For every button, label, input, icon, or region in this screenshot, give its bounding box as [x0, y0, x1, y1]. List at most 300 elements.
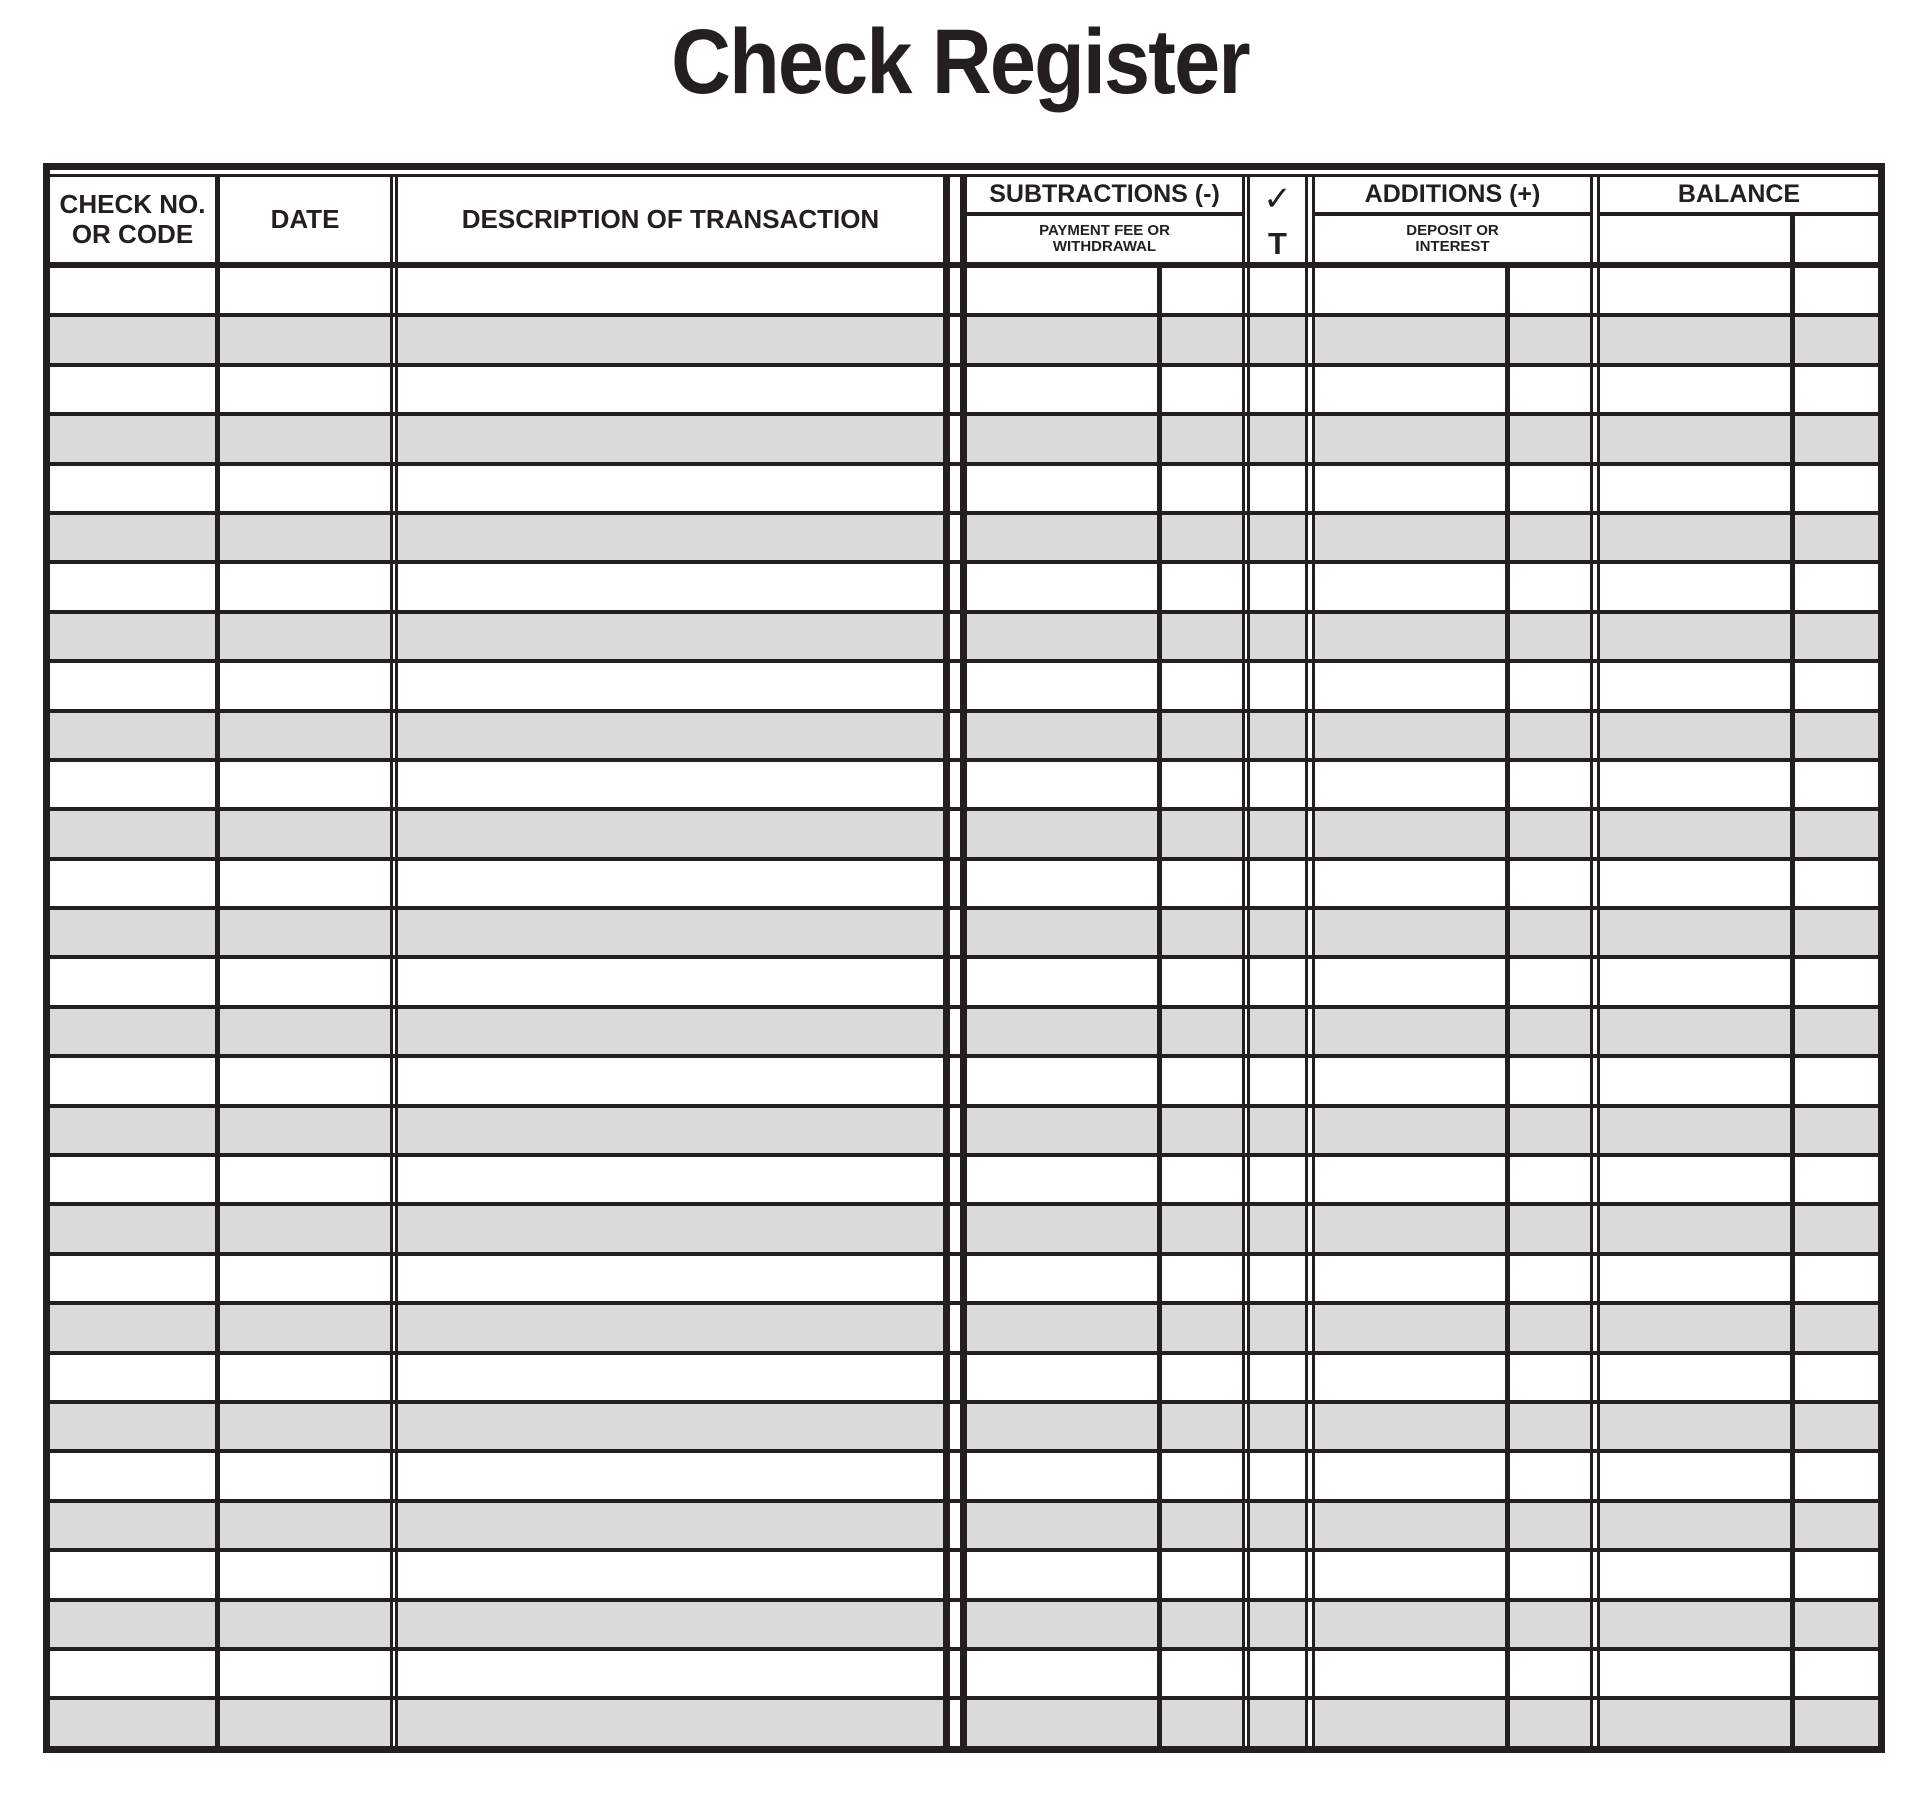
cell-check-no[interactable] [50, 1651, 215, 1696]
cell-description[interactable] [398, 614, 943, 659]
cell-addition-amount[interactable] [1315, 811, 1505, 856]
cell-check-no[interactable] [50, 910, 215, 955]
cell-addition-cents[interactable] [1510, 1503, 1590, 1548]
cell-balance-amount[interactable] [1600, 959, 1790, 1004]
cell-subtraction-cents[interactable] [1162, 466, 1242, 511]
cell-addition-cents[interactable] [1510, 1651, 1590, 1696]
cell-check-no[interactable] [50, 1157, 215, 1202]
cell-tick[interactable] [1250, 1602, 1305, 1647]
cell-balance-amount[interactable] [1600, 564, 1790, 609]
cell-tick[interactable] [1250, 416, 1305, 461]
cell-subtraction-cents[interactable] [1162, 959, 1242, 1004]
cell-addition-amount[interactable] [1315, 713, 1505, 758]
cell-tick[interactable] [1250, 1552, 1305, 1597]
cell-tick[interactable] [1250, 1305, 1305, 1350]
cell-subtraction-amount[interactable] [967, 762, 1157, 807]
cell-balance-amount[interactable] [1600, 1157, 1790, 1202]
cell-subtraction-cents[interactable] [1162, 1108, 1242, 1153]
cell-date[interactable] [220, 811, 390, 856]
cell-date[interactable] [220, 317, 390, 362]
cell-check-no[interactable] [50, 1602, 215, 1647]
cell-date[interactable] [220, 1305, 390, 1350]
cell-subtraction-cents[interactable] [1162, 416, 1242, 461]
cell-check-no[interactable] [50, 1404, 215, 1449]
cell-balance-cents[interactable] [1795, 317, 1878, 362]
cell-addition-amount[interactable] [1315, 564, 1505, 609]
cell-tick[interactable] [1250, 663, 1305, 708]
cell-date[interactable] [220, 861, 390, 906]
cell-date[interactable] [220, 1552, 390, 1597]
cell-check-no[interactable] [50, 614, 215, 659]
cell-balance-amount[interactable] [1600, 811, 1790, 856]
cell-tick[interactable] [1250, 1453, 1305, 1498]
cell-addition-amount[interactable] [1315, 1404, 1505, 1449]
cell-balance-amount[interactable] [1600, 515, 1790, 560]
cell-check-no[interactable] [50, 811, 215, 856]
cell-subtraction-amount[interactable] [967, 663, 1157, 708]
cell-subtraction-cents[interactable] [1162, 713, 1242, 758]
cell-description[interactable] [398, 1256, 943, 1301]
cell-description[interactable] [398, 663, 943, 708]
cell-check-no[interactable] [50, 317, 215, 362]
cell-balance-cents[interactable] [1795, 1256, 1878, 1301]
cell-addition-amount[interactable] [1315, 910, 1505, 955]
cell-balance-cents[interactable] [1795, 614, 1878, 659]
cell-addition-amount[interactable] [1315, 1700, 1505, 1745]
cell-check-no[interactable] [50, 1700, 215, 1745]
cell-check-no[interactable] [50, 663, 215, 708]
cell-description[interactable] [398, 317, 943, 362]
cell-subtraction-amount[interactable] [967, 959, 1157, 1004]
cell-check-no[interactable] [50, 762, 215, 807]
cell-tick[interactable] [1250, 762, 1305, 807]
cell-balance-cents[interactable] [1795, 367, 1878, 412]
cell-tick[interactable] [1250, 317, 1305, 362]
cell-description[interactable] [398, 762, 943, 807]
cell-check-no[interactable] [50, 1206, 215, 1251]
cell-addition-amount[interactable] [1315, 1503, 1505, 1548]
cell-subtraction-cents[interactable] [1162, 367, 1242, 412]
cell-addition-amount[interactable] [1315, 1157, 1505, 1202]
cell-addition-cents[interactable] [1510, 1108, 1590, 1153]
cell-date[interactable] [220, 1453, 390, 1498]
cell-date[interactable] [220, 564, 390, 609]
cell-subtraction-amount[interactable] [967, 713, 1157, 758]
cell-addition-amount[interactable] [1315, 1256, 1505, 1301]
cell-tick[interactable] [1250, 1355, 1305, 1400]
cell-description[interactable] [398, 1602, 943, 1647]
cell-date[interactable] [220, 466, 390, 511]
cell-check-no[interactable] [50, 466, 215, 511]
cell-tick[interactable] [1250, 1256, 1305, 1301]
cell-tick[interactable] [1250, 1108, 1305, 1153]
cell-addition-amount[interactable] [1315, 1058, 1505, 1103]
cell-balance-amount[interactable] [1600, 416, 1790, 461]
cell-tick[interactable] [1250, 614, 1305, 659]
cell-addition-cents[interactable] [1510, 861, 1590, 906]
cell-date[interactable] [220, 1157, 390, 1202]
cell-addition-amount[interactable] [1315, 416, 1505, 461]
cell-addition-amount[interactable] [1315, 614, 1505, 659]
cell-description[interactable] [398, 1651, 943, 1696]
cell-description[interactable] [398, 1157, 943, 1202]
cell-tick[interactable] [1250, 1009, 1305, 1054]
cell-date[interactable] [220, 1355, 390, 1400]
cell-addition-amount[interactable] [1315, 1453, 1505, 1498]
cell-addition-cents[interactable] [1510, 515, 1590, 560]
cell-subtraction-cents[interactable] [1162, 1700, 1242, 1745]
cell-tick[interactable] [1250, 564, 1305, 609]
cell-balance-cents[interactable] [1795, 1453, 1878, 1498]
cell-balance-cents[interactable] [1795, 1355, 1878, 1400]
cell-addition-cents[interactable] [1510, 1058, 1590, 1103]
cell-subtraction-amount[interactable] [967, 1453, 1157, 1498]
cell-balance-cents[interactable] [1795, 1503, 1878, 1548]
cell-balance-amount[interactable] [1600, 268, 1790, 313]
cell-addition-cents[interactable] [1510, 1552, 1590, 1597]
cell-balance-amount[interactable] [1600, 1700, 1790, 1745]
cell-date[interactable] [220, 1602, 390, 1647]
cell-subtraction-amount[interactable] [967, 910, 1157, 955]
cell-subtraction-cents[interactable] [1162, 1503, 1242, 1548]
cell-balance-amount[interactable] [1600, 762, 1790, 807]
cell-addition-amount[interactable] [1315, 762, 1505, 807]
cell-subtraction-cents[interactable] [1162, 1058, 1242, 1103]
cell-balance-amount[interactable] [1600, 1404, 1790, 1449]
cell-balance-amount[interactable] [1600, 663, 1790, 708]
cell-description[interactable] [398, 861, 943, 906]
cell-addition-cents[interactable] [1510, 1206, 1590, 1251]
cell-subtraction-cents[interactable] [1162, 614, 1242, 659]
cell-subtraction-amount[interactable] [967, 1157, 1157, 1202]
cell-subtraction-amount[interactable] [967, 1651, 1157, 1696]
cell-addition-amount[interactable] [1315, 367, 1505, 412]
cell-tick[interactable] [1250, 1700, 1305, 1745]
cell-addition-cents[interactable] [1510, 713, 1590, 758]
cell-balance-amount[interactable] [1600, 1552, 1790, 1597]
cell-tick[interactable] [1250, 1058, 1305, 1103]
cell-subtraction-cents[interactable] [1162, 268, 1242, 313]
cell-subtraction-amount[interactable] [967, 861, 1157, 906]
cell-date[interactable] [220, 614, 390, 659]
cell-date[interactable] [220, 1108, 390, 1153]
cell-addition-amount[interactable] [1315, 268, 1505, 313]
cell-subtraction-amount[interactable] [967, 268, 1157, 313]
cell-check-no[interactable] [50, 1355, 215, 1400]
cell-subtraction-amount[interactable] [967, 466, 1157, 511]
cell-balance-cents[interactable] [1795, 1009, 1878, 1054]
cell-balance-cents[interactable] [1795, 1700, 1878, 1745]
cell-subtraction-cents[interactable] [1162, 1009, 1242, 1054]
cell-date[interactable] [220, 663, 390, 708]
cell-subtraction-cents[interactable] [1162, 1602, 1242, 1647]
cell-date[interactable] [220, 910, 390, 955]
cell-subtraction-cents[interactable] [1162, 663, 1242, 708]
cell-balance-amount[interactable] [1600, 1305, 1790, 1350]
cell-tick[interactable] [1250, 713, 1305, 758]
cell-subtraction-cents[interactable] [1162, 1256, 1242, 1301]
cell-tick[interactable] [1250, 1404, 1305, 1449]
cell-description[interactable] [398, 1700, 943, 1745]
cell-description[interactable] [398, 1058, 943, 1103]
cell-balance-cents[interactable] [1795, 1206, 1878, 1251]
cell-subtraction-cents[interactable] [1162, 861, 1242, 906]
cell-addition-cents[interactable] [1510, 1700, 1590, 1745]
cell-date[interactable] [220, 515, 390, 560]
cell-subtraction-amount[interactable] [967, 564, 1157, 609]
cell-balance-amount[interactable] [1600, 1206, 1790, 1251]
cell-check-no[interactable] [50, 1552, 215, 1597]
cell-addition-amount[interactable] [1315, 1009, 1505, 1054]
cell-balance-amount[interactable] [1600, 713, 1790, 758]
cell-subtraction-amount[interactable] [967, 515, 1157, 560]
cell-addition-cents[interactable] [1510, 268, 1590, 313]
cell-subtraction-cents[interactable] [1162, 762, 1242, 807]
cell-subtraction-cents[interactable] [1162, 515, 1242, 560]
cell-balance-cents[interactable] [1795, 416, 1878, 461]
cell-date[interactable] [220, 1058, 390, 1103]
cell-subtraction-amount[interactable] [967, 317, 1157, 362]
cell-check-no[interactable] [50, 1256, 215, 1301]
cell-tick[interactable] [1250, 1503, 1305, 1548]
cell-subtraction-amount[interactable] [967, 1503, 1157, 1548]
cell-subtraction-amount[interactable] [967, 1602, 1157, 1647]
cell-balance-cents[interactable] [1795, 1404, 1878, 1449]
cell-balance-cents[interactable] [1795, 663, 1878, 708]
cell-description[interactable] [398, 1108, 943, 1153]
cell-balance-amount[interactable] [1600, 317, 1790, 362]
cell-description[interactable] [398, 515, 943, 560]
cell-check-no[interactable] [50, 416, 215, 461]
cell-addition-cents[interactable] [1510, 910, 1590, 955]
cell-balance-amount[interactable] [1600, 1009, 1790, 1054]
cell-check-no[interactable] [50, 1305, 215, 1350]
cell-subtraction-amount[interactable] [967, 1058, 1157, 1103]
cell-subtraction-cents[interactable] [1162, 1453, 1242, 1498]
cell-addition-cents[interactable] [1510, 762, 1590, 807]
cell-tick[interactable] [1250, 959, 1305, 1004]
cell-addition-amount[interactable] [1315, 663, 1505, 708]
cell-tick[interactable] [1250, 466, 1305, 511]
cell-balance-cents[interactable] [1795, 466, 1878, 511]
cell-addition-cents[interactable] [1510, 614, 1590, 659]
cell-balance-amount[interactable] [1600, 614, 1790, 659]
cell-date[interactable] [220, 367, 390, 412]
cell-balance-cents[interactable] [1795, 762, 1878, 807]
cell-description[interactable] [398, 1009, 943, 1054]
cell-subtraction-cents[interactable] [1162, 1355, 1242, 1400]
cell-balance-amount[interactable] [1600, 1256, 1790, 1301]
cell-description[interactable] [398, 1206, 943, 1251]
cell-date[interactable] [220, 1009, 390, 1054]
cell-check-no[interactable] [50, 1453, 215, 1498]
cell-addition-cents[interactable] [1510, 466, 1590, 511]
cell-description[interactable] [398, 1503, 943, 1548]
cell-balance-cents[interactable] [1795, 959, 1878, 1004]
cell-addition-amount[interactable] [1315, 317, 1505, 362]
cell-tick[interactable] [1250, 910, 1305, 955]
cell-description[interactable] [398, 713, 943, 758]
cell-check-no[interactable] [50, 367, 215, 412]
cell-date[interactable] [220, 713, 390, 758]
cell-tick[interactable] [1250, 1651, 1305, 1696]
cell-addition-amount[interactable] [1315, 1355, 1505, 1400]
cell-addition-amount[interactable] [1315, 1651, 1505, 1696]
cell-subtraction-amount[interactable] [967, 614, 1157, 659]
cell-addition-amount[interactable] [1315, 1602, 1505, 1647]
cell-check-no[interactable] [50, 713, 215, 758]
cell-balance-amount[interactable] [1600, 1602, 1790, 1647]
cell-balance-amount[interactable] [1600, 367, 1790, 412]
cell-subtraction-cents[interactable] [1162, 317, 1242, 362]
cell-subtraction-amount[interactable] [967, 367, 1157, 412]
cell-subtraction-cents[interactable] [1162, 811, 1242, 856]
cell-addition-cents[interactable] [1510, 564, 1590, 609]
cell-description[interactable] [398, 811, 943, 856]
cell-balance-cents[interactable] [1795, 1108, 1878, 1153]
cell-addition-cents[interactable] [1510, 1453, 1590, 1498]
cell-addition-amount[interactable] [1315, 861, 1505, 906]
cell-addition-amount[interactable] [1315, 466, 1505, 511]
cell-balance-cents[interactable] [1795, 861, 1878, 906]
cell-balance-amount[interactable] [1600, 466, 1790, 511]
cell-tick[interactable] [1250, 1157, 1305, 1202]
cell-description[interactable] [398, 910, 943, 955]
cell-addition-cents[interactable] [1510, 1256, 1590, 1301]
cell-description[interactable] [398, 466, 943, 511]
cell-description[interactable] [398, 1552, 943, 1597]
cell-balance-cents[interactable] [1795, 268, 1878, 313]
cell-date[interactable] [220, 1404, 390, 1449]
cell-subtraction-amount[interactable] [967, 1355, 1157, 1400]
cell-description[interactable] [398, 268, 943, 313]
cell-addition-amount[interactable] [1315, 1552, 1505, 1597]
cell-date[interactable] [220, 959, 390, 1004]
cell-addition-amount[interactable] [1315, 515, 1505, 560]
cell-subtraction-amount[interactable] [967, 1009, 1157, 1054]
cell-subtraction-amount[interactable] [967, 1552, 1157, 1597]
cell-tick[interactable] [1250, 268, 1305, 313]
cell-addition-cents[interactable] [1510, 317, 1590, 362]
cell-check-no[interactable] [50, 1058, 215, 1103]
cell-balance-amount[interactable] [1600, 1355, 1790, 1400]
cell-addition-amount[interactable] [1315, 1108, 1505, 1153]
cell-date[interactable] [220, 762, 390, 807]
cell-addition-cents[interactable] [1510, 1009, 1590, 1054]
cell-addition-cents[interactable] [1510, 1157, 1590, 1202]
cell-date[interactable] [220, 1503, 390, 1548]
cell-addition-amount[interactable] [1315, 1305, 1505, 1350]
cell-description[interactable] [398, 367, 943, 412]
cell-tick[interactable] [1250, 515, 1305, 560]
cell-check-no[interactable] [50, 1503, 215, 1548]
cell-subtraction-cents[interactable] [1162, 1305, 1242, 1350]
cell-subtraction-cents[interactable] [1162, 1651, 1242, 1696]
cell-balance-amount[interactable] [1600, 910, 1790, 955]
cell-balance-cents[interactable] [1795, 1651, 1878, 1696]
cell-subtraction-cents[interactable] [1162, 910, 1242, 955]
cell-check-no[interactable] [50, 959, 215, 1004]
cell-addition-cents[interactable] [1510, 959, 1590, 1004]
cell-description[interactable] [398, 1355, 943, 1400]
cell-balance-cents[interactable] [1795, 515, 1878, 560]
cell-addition-cents[interactable] [1510, 367, 1590, 412]
cell-subtraction-amount[interactable] [967, 811, 1157, 856]
cell-subtraction-amount[interactable] [967, 1305, 1157, 1350]
cell-date[interactable] [220, 1206, 390, 1251]
cell-addition-amount[interactable] [1315, 1206, 1505, 1251]
cell-addition-cents[interactable] [1510, 663, 1590, 708]
cell-description[interactable] [398, 1453, 943, 1498]
cell-subtraction-amount[interactable] [967, 1404, 1157, 1449]
cell-date[interactable] [220, 268, 390, 313]
cell-check-no[interactable] [50, 861, 215, 906]
cell-subtraction-amount[interactable] [967, 1700, 1157, 1745]
cell-addition-cents[interactable] [1510, 1602, 1590, 1647]
cell-subtraction-amount[interactable] [967, 1256, 1157, 1301]
cell-balance-amount[interactable] [1600, 1503, 1790, 1548]
cell-check-no[interactable] [50, 1009, 215, 1054]
cell-addition-cents[interactable] [1510, 1355, 1590, 1400]
cell-balance-amount[interactable] [1600, 861, 1790, 906]
cell-addition-cents[interactable] [1510, 416, 1590, 461]
cell-subtraction-cents[interactable] [1162, 1404, 1242, 1449]
cell-addition-cents[interactable] [1510, 1404, 1590, 1449]
cell-description[interactable] [398, 564, 943, 609]
cell-check-no[interactable] [50, 564, 215, 609]
cell-date[interactable] [220, 1256, 390, 1301]
cell-balance-cents[interactable] [1795, 1552, 1878, 1597]
cell-balance-cents[interactable] [1795, 1602, 1878, 1647]
cell-balance-cents[interactable] [1795, 910, 1878, 955]
cell-date[interactable] [220, 1700, 390, 1745]
cell-description[interactable] [398, 1305, 943, 1350]
cell-balance-amount[interactable] [1600, 1058, 1790, 1103]
cell-date[interactable] [220, 1651, 390, 1696]
cell-balance-cents[interactable] [1795, 713, 1878, 758]
cell-check-no[interactable] [50, 268, 215, 313]
cell-addition-cents[interactable] [1510, 811, 1590, 856]
cell-tick[interactable] [1250, 367, 1305, 412]
cell-tick[interactable] [1250, 811, 1305, 856]
cell-tick[interactable] [1250, 1206, 1305, 1251]
cell-date[interactable] [220, 416, 390, 461]
cell-subtraction-cents[interactable] [1162, 1206, 1242, 1251]
cell-subtraction-cents[interactable] [1162, 1552, 1242, 1597]
cell-balance-cents[interactable] [1795, 1157, 1878, 1202]
cell-balance-amount[interactable] [1600, 1108, 1790, 1153]
cell-addition-amount[interactable] [1315, 959, 1505, 1004]
cell-check-no[interactable] [50, 1108, 215, 1153]
cell-addition-cents[interactable] [1510, 1305, 1590, 1350]
cell-subtraction-amount[interactable] [967, 1108, 1157, 1153]
cell-description[interactable] [398, 959, 943, 1004]
cell-subtraction-cents[interactable] [1162, 1157, 1242, 1202]
cell-description[interactable] [398, 416, 943, 461]
cell-description[interactable] [398, 1404, 943, 1449]
cell-balance-cents[interactable] [1795, 811, 1878, 856]
cell-subtraction-cents[interactable] [1162, 564, 1242, 609]
cell-balance-amount[interactable] [1600, 1453, 1790, 1498]
cell-balance-cents[interactable] [1795, 1305, 1878, 1350]
cell-subtraction-amount[interactable] [967, 1206, 1157, 1251]
cell-balance-cents[interactable] [1795, 564, 1878, 609]
cell-balance-amount[interactable] [1600, 1651, 1790, 1696]
cell-tick[interactable] [1250, 861, 1305, 906]
cell-check-no[interactable] [50, 515, 215, 560]
cell-balance-cents[interactable] [1795, 1058, 1878, 1103]
cell-subtraction-amount[interactable] [967, 416, 1157, 461]
